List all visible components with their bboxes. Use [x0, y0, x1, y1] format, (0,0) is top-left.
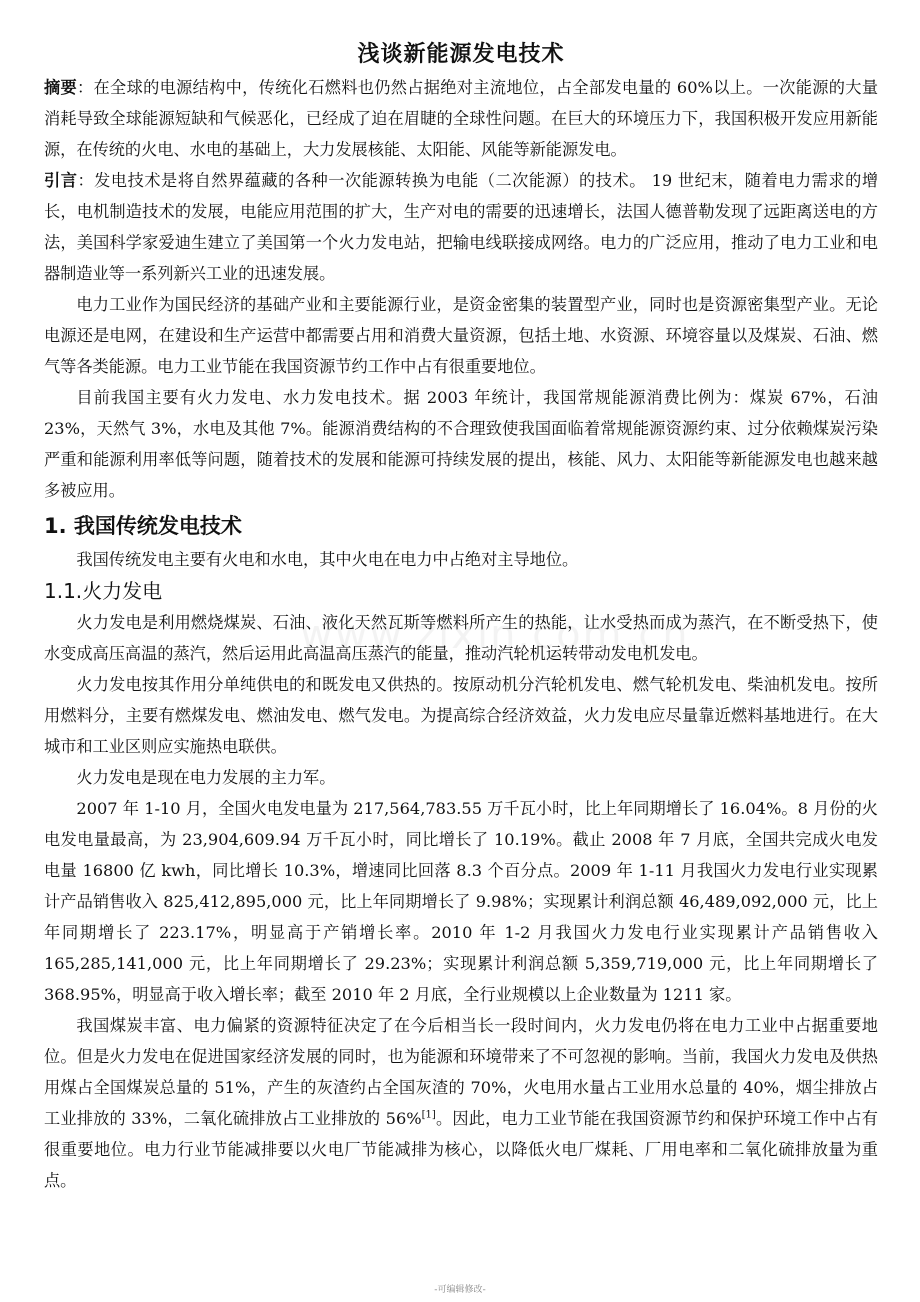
section-1-heading: 1. 我国传统发电技术 [44, 514, 242, 538]
citation-reference: [1] [421, 1109, 436, 1121]
paragraph-text: 我国煤炭丰富、电力偏紧的资源特征决定了在今后相当长一段时间内，火力发电仍将在电力工业中占据重要地位。但是火力发电在促进国家经济发展的同时，也为能源和环境带来了不可忽视的影响。当前，我国火力发电及供热用煤占全国煤炭总量的 51%，产生的灰渣约占全国灰渣的 70%，火电用水量占工业用水总量的 40%，烟尘排放占工业排放的 33%，二氧化硫排放占工业排放的 56% [44, 1016, 878, 1128]
paragraph: 火力发电按其作用分单纯供电的和既发电又供热的。按原动机分汽轮机发电、燃气轮机发电、柴油机发电。按所用燃料分，主要有燃煤发电、燃油发电、燃气发电。为提高综合经济效益，火力发电应尽量靠近燃料基地进行。在大城市和工业区则应实施热电联供。 [44, 675, 878, 756]
intro-text: ：发电技术是将自然界蕴藏的各种一次能源转换为电能（二次能源）的技术。 19 世纪末，随着电力需求的增长，电机制造技术的发展，电能应用范围的扩大，生产对电的需要的迅速增长，法国人德普勒发现了远距离送电的方法，美国科学家爱迪生建立了美国第一个火力发电站，把输电线联接成网络。电力的广泛应用，推动了电力工业和电器制造业等一系列新兴工业的迅速发展。 [44, 171, 879, 283]
paragraph: 火力发电是现在电力发展的主力军。 [76, 768, 336, 787]
section-1-1-heading: 1.1.火力发电 [44, 579, 163, 603]
paragraph: 电力工业作为国民经济的基础产业和主要能源行业，是资金密集的装置型产业，同时也是资源密集型产业。无论电源还是电网，在建设和生产运营中都需要占用和消费大量资源，包括土地、水资源、环境容量以及煤炭、石油、燃气等各类能源。电力工业节能在我国资源节约工作中占有很重要地位。 [44, 295, 878, 376]
abstract-paragraph [44, 72, 878, 165]
document-page [44, 40, 878, 1196]
statistics-paragraph: 2007 年 1-10 月，全国火电发电量为 217,564,783.55 万千瓦小时，比上年同期增长了 16.04%。8 月份的火电发电量最高，为 23,904,609.94 万千瓦小时，同比增长了 10.19%。截止 2008 年 7 月底，全国共完成火电发电量 16800 亿 kwh，同比增长 10.3%，增速同比回落 8.3 个百分点。2009 年 1-11 月我国火力发电行业实现累计产品销售收入 825,412,895,000 元，比上年同期增长了 9.98%；实现累计利润总额 46,489,092,000 元，比上年同期增长了 223.17%，明显高于产销增长率。2010 年 1-2 月我国火力发电行业实现累计产品销售收入 165,285,141,000 元，比上年同期增长了 29.23%；实现累计利润总额 5,359,719,000 元，比上年同期增长了 368.95%，明显高于收入增长率；截至 2010 年 2 月底，全行业规模以上企业数量为 1211 家。 [44, 799, 878, 1004]
paragraph: 目前我国主要有火力发电、水力发电技术。据 2003 年统计，我国常规能源消费比例为：煤炭 67%，石油 23%，天然气 3%，水电及其他 7%。能源消费结构的不合理致使我国面临着常规能源资源约束、过分依赖煤炭污染严重和能源利用率低等问题，随着技术的发展和能源可持续发展的提出，核能、风力、太阳能等新能源发电也越来越多被应用。 [44, 388, 878, 500]
page-footer: -可编辑修改- [434, 1285, 486, 1295]
intro-label: 引言 [44, 171, 78, 190]
intro-paragraph [44, 165, 878, 289]
abstract-text: ：在全球的电源结构中，传统化石燃料也仍然占据绝对主流地位，占全部发电量的 60%以上。一次能源的大量消耗导致全球能源短缺和气候恶化，已经成了迫在眉睫的全球性问题。在巨大的环境压力下，我国积极开发应用新能源，在传统的火电、水电的基础上，大力发展核能、太阳能、风能等新能源发电。 [44, 78, 879, 159]
paragraph-text: 。因此，电力工业节能在我国资源节约和保护环境工作中占有很重要地位。电力行业节能减排要以火电厂节能减排为核心，以降低火电厂煤耗、厂用电率和二氧化硫排放量为重点。 [44, 1109, 878, 1190]
abstract-label: 摘要 [44, 78, 78, 97]
paragraph: 我国传统发电主要有火电和水电，其中火电在电力中占绝对主导地位。 [76, 550, 579, 569]
paragraph: 火力发电是利用燃烧煤炭、石油、液化天然瓦斯等燃料所产生的热能，让水受热而成为蒸汽，在不断受热下，使水变成高压高温的蒸汽，然后运用此高温高压蒸汽的能量，推动汽轮机运转带动发电机发电。 [44, 613, 878, 663]
document-title: 浅谈新能源发电技术 [357, 42, 565, 67]
paragraph [44, 1010, 878, 1196]
